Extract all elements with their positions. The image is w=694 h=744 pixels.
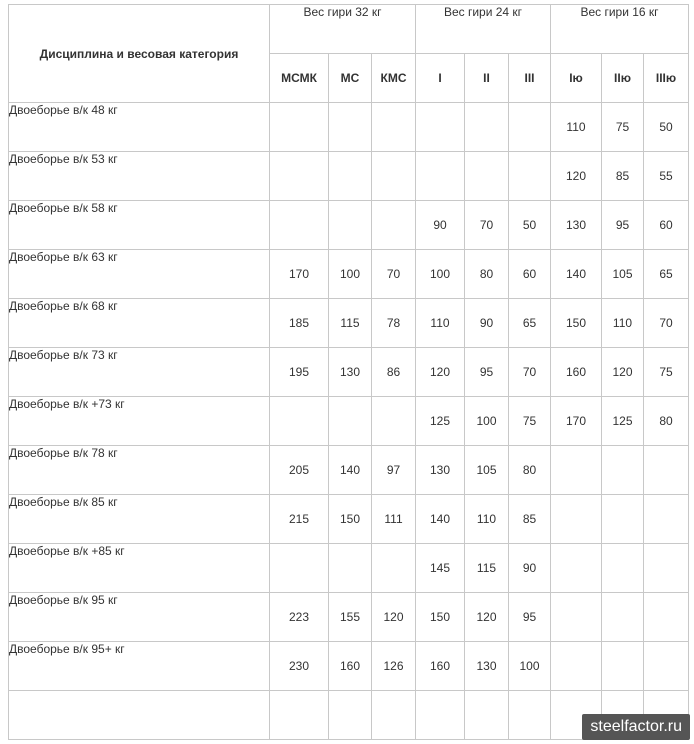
table-cell: 70 (372, 250, 416, 299)
table-cell: 80 (509, 446, 551, 495)
table-cell: 50 (509, 201, 551, 250)
table-cell (329, 201, 372, 250)
table-cell: 95 (602, 201, 644, 250)
table-cell: 195 (270, 348, 329, 397)
table-cell: 65 (644, 250, 689, 299)
table-cell: 150 (551, 299, 602, 348)
table-cell: 125 (416, 397, 465, 446)
table-cell (270, 152, 329, 201)
table-cell (372, 201, 416, 250)
table-cell: 140 (329, 446, 372, 495)
table-row (9, 299, 689, 348)
table-cell: 160 (416, 642, 465, 691)
table-cell (644, 593, 689, 642)
row-label: Двоеборье в/к 85 кг (9, 495, 270, 544)
table-row (9, 152, 689, 201)
table-cell (270, 201, 329, 250)
table-cell: 105 (465, 446, 509, 495)
table-cell: 115 (465, 544, 509, 593)
table-cell: 223 (270, 593, 329, 642)
row-label: Двоеборье в/к 78 кг (9, 446, 270, 495)
table-cell: 90 (416, 201, 465, 250)
table-cell: 75 (644, 348, 689, 397)
row-label: Двоеборье в/к 58 кг (9, 201, 270, 250)
table-cell: 100 (416, 250, 465, 299)
group-header-32kg: Вес гири 32 кг (270, 5, 416, 54)
table-row (9, 201, 689, 250)
table-cell: 85 (509, 495, 551, 544)
table-cell (416, 152, 465, 201)
table-cell (465, 691, 509, 740)
table-cell: 90 (509, 544, 551, 593)
table-cell: 155 (329, 593, 372, 642)
table-cell: 80 (644, 397, 689, 446)
table-cell (644, 495, 689, 544)
row-label: Двоеборье в/к +73 кг (9, 397, 270, 446)
table-cell (416, 691, 465, 740)
table-row (9, 593, 689, 642)
col-header-kms: КМС (372, 54, 416, 103)
table-cell (329, 691, 372, 740)
table-cell: 78 (372, 299, 416, 348)
col-header-iiiyu: IIIю (644, 54, 689, 103)
row-label: Двоеборье в/к 95 кг (9, 593, 270, 642)
table-cell: 120 (551, 152, 602, 201)
table-cell (551, 446, 602, 495)
table-cell: 86 (372, 348, 416, 397)
table-cell: 70 (465, 201, 509, 250)
table-cell (644, 544, 689, 593)
table-cell (329, 103, 372, 152)
table-cell (270, 397, 329, 446)
table-cell: 105 (602, 250, 644, 299)
table-cell: 160 (551, 348, 602, 397)
row-label: Двоеборье в/к 63 кг (9, 250, 270, 299)
table-row (9, 446, 689, 495)
table-cell (416, 103, 465, 152)
watermark: steelfactor.ru (582, 714, 690, 740)
table-cell (602, 544, 644, 593)
table-cell (602, 593, 644, 642)
table-cell (551, 642, 602, 691)
table-cell: 65 (509, 299, 551, 348)
table-cell (602, 642, 644, 691)
col-header-msmk: МСМК (270, 54, 329, 103)
table-cell: 90 (465, 299, 509, 348)
row-label: Двоеборье в/к 48 кг (9, 103, 270, 152)
col-header-i: I (416, 54, 465, 103)
table-cell: 60 (509, 250, 551, 299)
row-label: Двоеборье в/к +85 кг (9, 544, 270, 593)
table-cell: 215 (270, 495, 329, 544)
table-cell (551, 593, 602, 642)
table-row (9, 348, 689, 397)
table-cell: 230 (270, 642, 329, 691)
table-cell: 140 (416, 495, 465, 544)
table-cell: 100 (465, 397, 509, 446)
table-cell (270, 103, 329, 152)
row-label (9, 691, 270, 740)
table-cell: 100 (329, 250, 372, 299)
table-row (9, 642, 689, 691)
table-cell: 150 (416, 593, 465, 642)
row-label: Двоеборье в/к 95+ кг (9, 642, 270, 691)
table-cell: 120 (465, 593, 509, 642)
table-cell: 130 (416, 446, 465, 495)
table-body (9, 103, 689, 740)
table-cell (602, 446, 644, 495)
table-cell: 120 (372, 593, 416, 642)
table-cell: 85 (602, 152, 644, 201)
col-header-iyu: Iю (551, 54, 602, 103)
table-cell: 75 (509, 397, 551, 446)
table-cell: 130 (329, 348, 372, 397)
table-cell: 100 (509, 642, 551, 691)
table-cell (372, 152, 416, 201)
table-cell (465, 152, 509, 201)
table-cell (644, 446, 689, 495)
table-cell: 126 (372, 642, 416, 691)
row-label: Двоеборье в/к 53 кг (9, 152, 270, 201)
table-cell (270, 691, 329, 740)
table-cell: 170 (551, 397, 602, 446)
col-header-ii: II (465, 54, 509, 103)
col-header-ms: МС (329, 54, 372, 103)
table-cell: 205 (270, 446, 329, 495)
table-cell: 110 (416, 299, 465, 348)
table-cell (644, 642, 689, 691)
row-label: Двоеборье в/к 68 кг (9, 299, 270, 348)
table-cell (602, 495, 644, 544)
table-cell: 130 (551, 201, 602, 250)
row-label: Двоеборье в/к 73 кг (9, 348, 270, 397)
col-header-iiyu: IIю (602, 54, 644, 103)
col-header-iii: III (509, 54, 551, 103)
table-cell: 140 (551, 250, 602, 299)
discipline-header: Дисциплина и весовая категория (9, 5, 270, 103)
table-cell: 125 (602, 397, 644, 446)
table-cell (509, 103, 551, 152)
table-cell: 95 (465, 348, 509, 397)
table-cell (372, 544, 416, 593)
table-row (9, 103, 689, 152)
table-cell: 115 (329, 299, 372, 348)
table-cell: 75 (602, 103, 644, 152)
table-cell: 120 (602, 348, 644, 397)
table-cell (329, 152, 372, 201)
table-cell (551, 495, 602, 544)
table-cell: 160 (329, 642, 372, 691)
standards-table (8, 4, 689, 740)
table-row (9, 250, 689, 299)
table-cell: 70 (509, 348, 551, 397)
table-cell: 111 (372, 495, 416, 544)
table-cell (509, 691, 551, 740)
table-cell: 70 (644, 299, 689, 348)
table-cell: 145 (416, 544, 465, 593)
table-cell: 150 (329, 495, 372, 544)
table-cell: 95 (509, 593, 551, 642)
table-cell (372, 397, 416, 446)
table-row (9, 544, 689, 593)
table-cell (270, 544, 329, 593)
table-cell: 110 (551, 103, 602, 152)
table-cell (465, 103, 509, 152)
table-cell: 50 (644, 103, 689, 152)
table-row (9, 495, 689, 544)
group-header-24kg: Вес гири 24 кг (416, 5, 551, 54)
table-row (9, 397, 689, 446)
table-cell: 130 (465, 642, 509, 691)
table-cell: 185 (270, 299, 329, 348)
table-cell (509, 152, 551, 201)
table-cell (329, 544, 372, 593)
table-cell (372, 691, 416, 740)
table-cell: 120 (416, 348, 465, 397)
group-header-16kg: Вес гири 16 кг (551, 5, 689, 54)
table-cell (372, 103, 416, 152)
table-cell: 170 (270, 250, 329, 299)
table-cell (551, 544, 602, 593)
table-cell: 55 (644, 152, 689, 201)
table-cell: 80 (465, 250, 509, 299)
table-cell: 110 (465, 495, 509, 544)
table-cell: 97 (372, 446, 416, 495)
table-cell (329, 397, 372, 446)
table-cell: 110 (602, 299, 644, 348)
table-cell: 60 (644, 201, 689, 250)
